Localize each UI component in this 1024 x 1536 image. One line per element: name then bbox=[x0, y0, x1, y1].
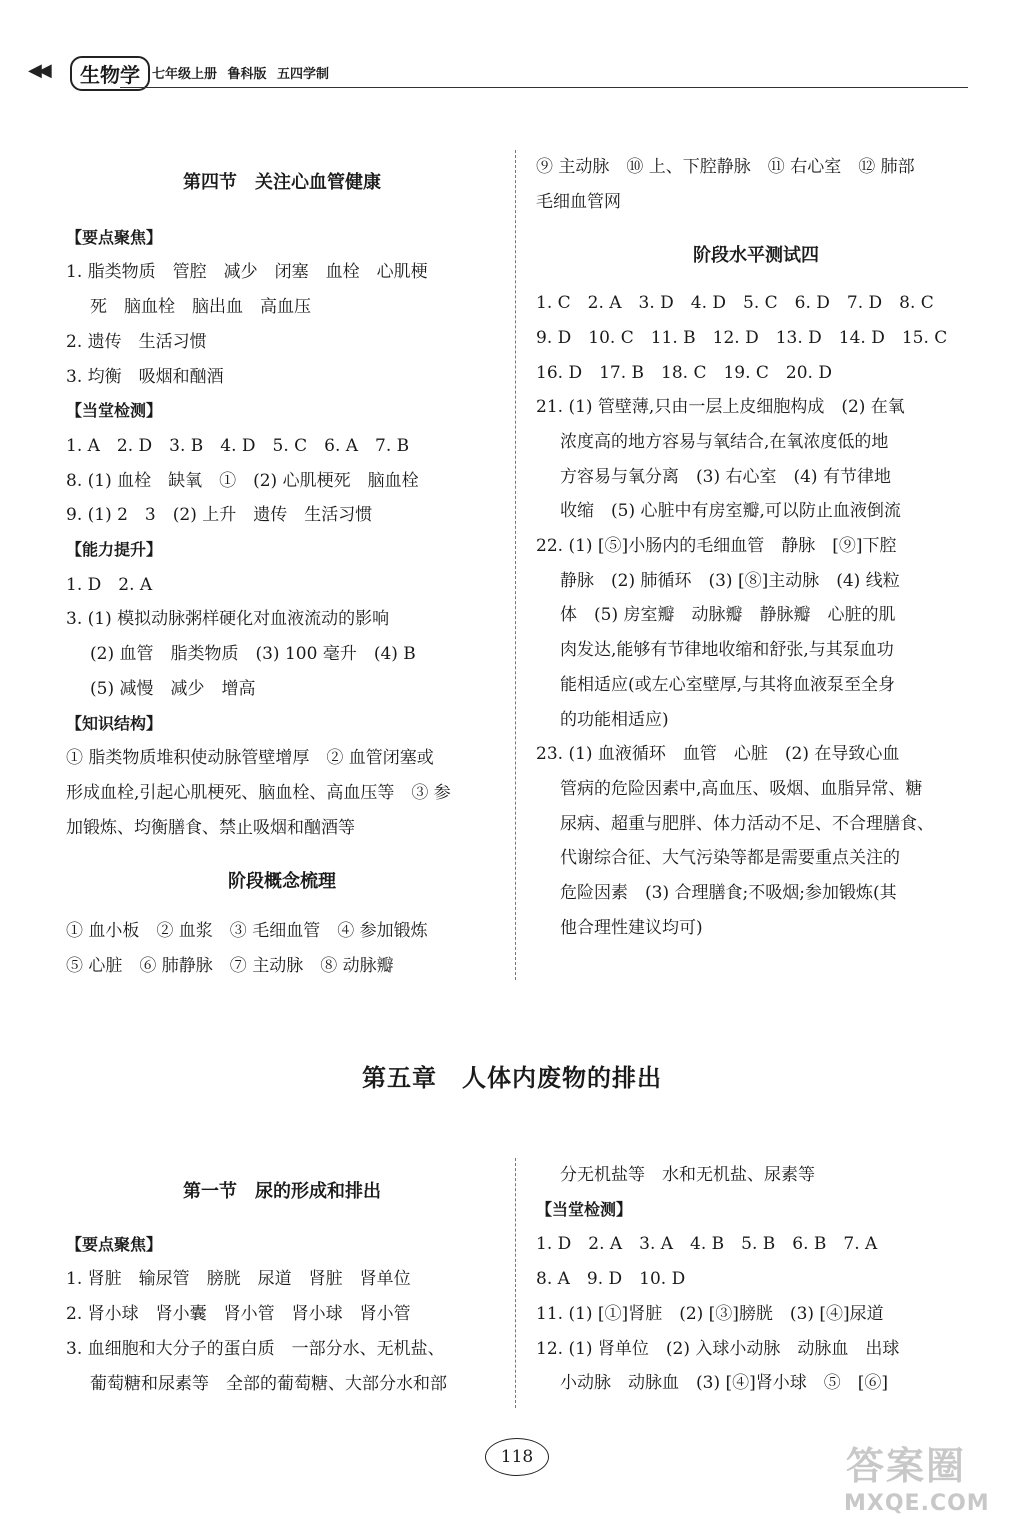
top-right-column bbox=[536, 150, 976, 945]
continuation-line: ⑨ 主动脉 ⑩ 上、下腔静脉 ⑪ 右心室 ⑫ 肺部 bbox=[536, 157, 915, 177]
header-rule bbox=[120, 87, 968, 88]
answer-line: 代谢综合征、大气污染等都是需要重点关注的 bbox=[560, 848, 900, 869]
concept-line: ⑤ 心脏 ⑥ 肺静脉 ⑦ 主动脉 ⑧ 动脉瓣 bbox=[66, 955, 394, 976]
answer-line: 方容易与氧分离 (3) 右心室 (4) 有节律地 bbox=[560, 466, 891, 487]
bottom-right-lines bbox=[536, 1158, 976, 1401]
answer-line: 浓度高的地方容易与氧结合,在氧浓度低的地 bbox=[560, 431, 889, 452]
double-arrow-icon: ◀◀ bbox=[28, 60, 48, 81]
answer-line: 静脉 (2) 肺循环 (3) [⑧]主动脉 (4) 线粒 bbox=[560, 570, 900, 591]
answer-line: 2. 遗传 生活习惯 bbox=[66, 331, 207, 352]
answer-line: 危险因素 (3) 合理膳食;不吸烟;参加锻炼(其 bbox=[560, 883, 897, 904]
page-header bbox=[28, 50, 968, 94]
answer-line: 21. (1) 管壁薄,只由一层上皮细胞构成 (2) 在氧 bbox=[536, 397, 905, 418]
answer-line: 尿病、超重与肥胖、体力活动不足、不合理膳食、 bbox=[560, 813, 934, 834]
answer-line: 体 (5) 房室瓣 动脉瓣 静脉瓣 心脏的肌 bbox=[560, 605, 896, 626]
concept-title: 阶段概念梳理 bbox=[228, 871, 336, 893]
answer-line: 加锻炼、均衡膳食、禁止吸烟和酗酒等 bbox=[66, 817, 355, 838]
answer-line: 12. (1) 肾单位 (2) 入球小动脉 动脉血 出球 bbox=[536, 1338, 900, 1359]
top-left-column bbox=[66, 166, 498, 983]
section-tag: 【要点聚焦】 bbox=[66, 1234, 163, 1254]
section-tag: 【知识结构】 bbox=[66, 713, 163, 733]
section-tag: 【能力提升】 bbox=[66, 540, 163, 560]
answer-line: 管病的危险因素中,高血压、吸烟、血脂异常、糖 bbox=[560, 778, 923, 799]
subject-badge: 生物学 bbox=[70, 56, 150, 91]
answer-line: 8. (1) 血栓 缺氧 ① (2) 心肌梗死 脑血栓 bbox=[66, 470, 419, 491]
section-tag: 【当堂检测】 bbox=[536, 1199, 633, 1219]
answer-line: 1. 肾脏 输尿管 膀胱 尿道 肾脏 肾单位 bbox=[66, 1269, 411, 1290]
chapter-title: 第五章 人体内废物的排出 bbox=[362, 1063, 662, 1092]
answer-line: 9. (1) 2 3 (2) 上升 遗传 生活习惯 bbox=[66, 505, 373, 526]
answer-line: 23. (1) 血液循环 血管 心脏 (2) 在导致心血 bbox=[536, 744, 900, 765]
answer-line: 1. C 2. A 3. D 4. D 5. C 6. D 7. D 8. C bbox=[536, 293, 934, 314]
answer-line: 1. D 2. A 3. A 4. B 5. B 6. B 7. A bbox=[536, 1234, 878, 1255]
answer-line: 的功能相适应) bbox=[560, 709, 669, 730]
answer-line: (5) 减慢 减少 增高 bbox=[90, 678, 256, 699]
section-title: 第四节 关注心血管健康 bbox=[183, 172, 381, 193]
answer-line: 小动脉 动脉血 (3) [④]肾小球 ⑤ [⑥] bbox=[560, 1373, 889, 1394]
answer-line: 1. A 2. D 3. B 4. D 5. C 6. A 7. B bbox=[66, 435, 410, 456]
answer-line: 收缩 (5) 心脏中有房室瓣,可以防止血液倒流 bbox=[560, 501, 901, 522]
answer-line: (2) 血管 脂类物质 (3) 100 毫升 (4) B bbox=[90, 644, 416, 665]
answer-line: 1. D 2. A bbox=[66, 574, 153, 595]
page-number: 118 bbox=[485, 1438, 549, 1476]
answer-line: 2. 肾小球 肾小囊 肾小管 肾小球 肾小管 bbox=[66, 1304, 411, 1325]
answer-line: 9. D 10. C 11. B 12. D 13. D 14. D 15. C bbox=[536, 327, 948, 348]
answer-line: ① 脂类物质堆积使动脉管壁增厚 ② 血管闭塞或 bbox=[66, 748, 434, 769]
book-info: 七年级上册 鲁科版 五四学制 bbox=[152, 67, 330, 82]
bottom-left-column bbox=[66, 1175, 498, 1401]
answer-line: 3. 血细胞和大分子的蛋白质 一部分水、无机盐、 bbox=[66, 1338, 445, 1359]
bottom-left-lines bbox=[66, 1228, 498, 1402]
section-tag: 【要点聚焦】 bbox=[66, 227, 163, 247]
continuation-line: 毛细血管网 bbox=[536, 191, 621, 212]
answer-line: 葡萄糖和尿素等 全部的葡萄糖、大部分水和部 bbox=[90, 1373, 447, 1394]
concept-line: ① 血小板 ② 血浆 ③ 毛细血管 ④ 参加锻炼 bbox=[66, 921, 428, 942]
answer-line: 1. 脂类物质 管腔 减少 闭塞 血栓 心肌梗 bbox=[66, 262, 428, 283]
section-tag: 【当堂检测】 bbox=[66, 401, 163, 421]
answer-line: 死 脑血栓 脑出血 高血压 bbox=[90, 297, 311, 318]
column-divider-bottom bbox=[515, 1158, 516, 1408]
answer-line: 分无机盐等 水和无机盐、尿素等 bbox=[560, 1165, 815, 1185]
answer-line: 11. (1) [①]肾脏 (2) [③]膀胱 (3) [④]尿道 bbox=[536, 1303, 884, 1324]
answer-line: 22. (1) [⑤]小肠内的毛细血管 静脉 [⑨]下腔 bbox=[536, 536, 897, 557]
answer-line: 8. A 9. D 10. D bbox=[536, 1269, 686, 1290]
answer-line: 3. 均衡 吸烟和酗酒 bbox=[66, 366, 224, 387]
answer-line: 形成血栓,引起心肌梗死、脑血栓、高血压等 ③ 参 bbox=[66, 782, 451, 803]
watermark-brand: 答案圈 bbox=[846, 1444, 967, 1488]
answer-line: 16. D 17. B 18. C 19. C 20. D bbox=[536, 362, 832, 383]
answer-line: 能相适应(或左心室壁厚,与其将血液泵至全身 bbox=[560, 674, 896, 695]
answer-line: 肉发达,能够有节律地收缩和舒张,与其泵血功 bbox=[560, 640, 894, 661]
top-left-lines bbox=[66, 221, 498, 846]
watermark-url: MXQE.COM bbox=[844, 1491, 990, 1516]
answer-line: 3. (1) 模拟动脉粥样硬化对血液流动的影响 bbox=[66, 609, 390, 630]
section-title: 第一节 尿的形成和排出 bbox=[183, 1181, 381, 1202]
column-divider-top bbox=[515, 150, 516, 980]
watermark-logo bbox=[842, 1435, 1002, 1525]
top-right-lines bbox=[536, 286, 976, 945]
bottom-right-column bbox=[536, 1158, 976, 1401]
answer-line: 他合理性建议均可) bbox=[560, 917, 703, 938]
test-title: 阶段水平测试四 bbox=[693, 245, 819, 267]
